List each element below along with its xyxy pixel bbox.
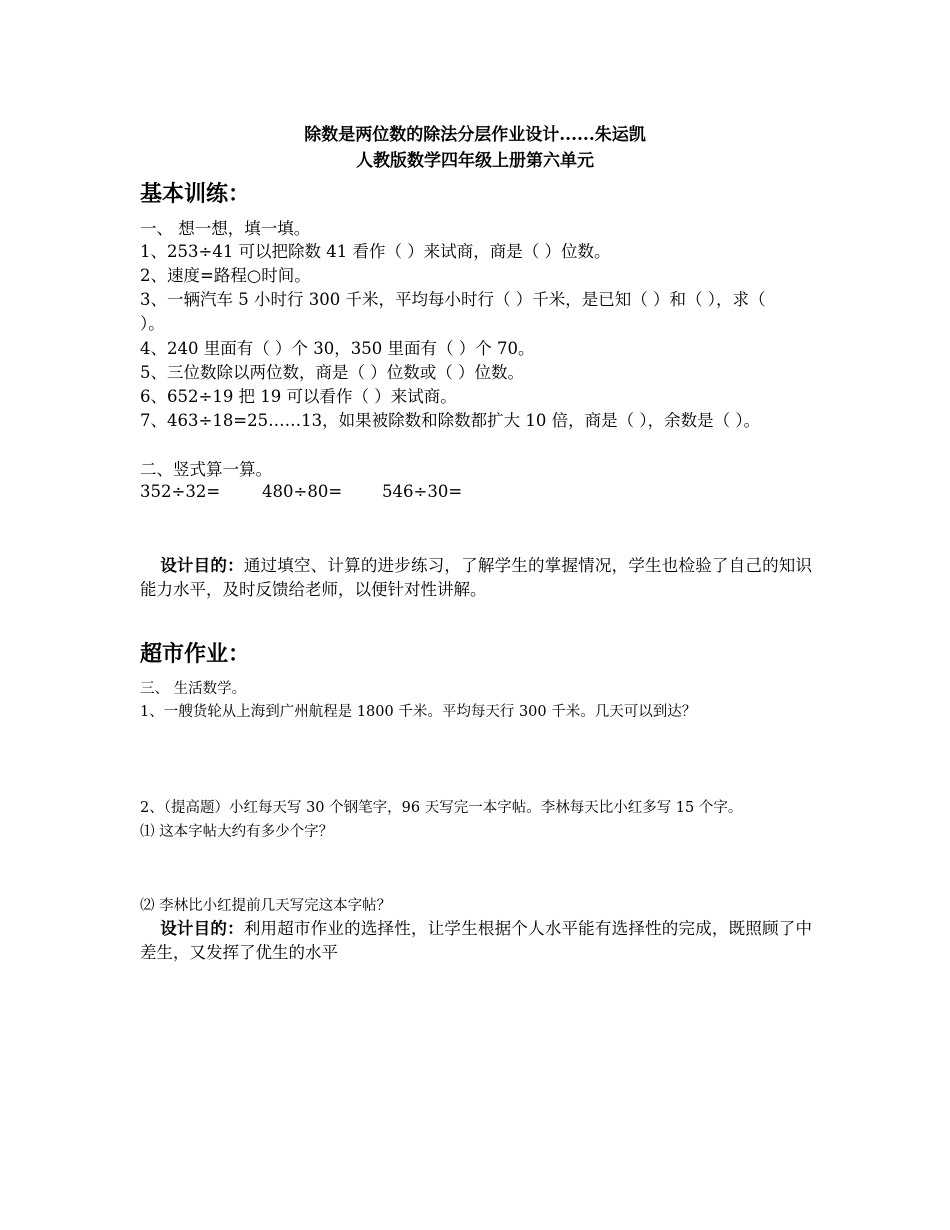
- super-purpose-text: 利用超市作业的选择性，让学生根据个人水平能有选择性的完成，既照顾了中差生，又发挥了优生的水平: [140, 919, 813, 962]
- question-2-part-2: ⑵ 李林比小红提前几天写完这本字帖？: [140, 898, 392, 914]
- calc-item-3: 546÷30=: [382, 482, 463, 501]
- fill-item-4: 4、240 里面有（ ）个 30，350 里面有（ ）个 70。: [140, 339, 535, 358]
- calc-item-2: 480÷80=: [262, 482, 343, 501]
- basic-purpose-label: 设计目的：: [160, 556, 244, 575]
- super-purpose-label: 设计目的：: [160, 919, 244, 938]
- fill-item-7: 7、463÷18=25……13，如果被除数和除数都扩大 10 倍，商是（ ），余数是（ ）。: [140, 411, 761, 430]
- super-design-purpose: [140, 917, 812, 965]
- basic-training-heading: 基本训练：: [140, 182, 251, 207]
- fill-item-2: 2、速度=路程○时间。: [140, 266, 311, 285]
- question-2-part-1: ⑴ 这本字帖大约有多少个字？: [140, 824, 334, 840]
- fill-item-3: 3、一辆汽车 5 小时行 300 千米，平均每小时行（ ）千米，是已知（ ）和（ ），求（: [140, 290, 766, 309]
- basic-design-purpose: [140, 554, 812, 602]
- question-1: 1、一艘货轮从上海到广州航程是 1800 千米。平均每天行 300 千米。几天可以到达？: [140, 704, 697, 720]
- fill-item-5: 5、三位数除以两位数，商是（ ）位数或（ ）位数。: [140, 363, 524, 382]
- fill-item-1: 1、253÷41 可以把除数 41 看作（ ）来试商，商是（ ）位数。: [140, 242, 611, 261]
- section-1-title: 一、 想一想，填一填。: [140, 219, 311, 238]
- supermarket-homework-heading: 超市作业：: [140, 642, 251, 667]
- document-subtitle: 人教版数学四年级上册第六单元: [356, 151, 594, 171]
- fill-item-6: 6、652÷19 把 19 可以看作（ ）来试商。: [140, 387, 457, 406]
- calc-item-1: 352÷32=: [140, 482, 221, 501]
- section-2-title: 二、竖式算一算。: [140, 460, 272, 479]
- section-3-title: 三、 生活数学。: [140, 681, 247, 697]
- basic-purpose-text: 通过填空、计算的进步练习，了解学生的掌握情况，学生也检验了自己的知识能力水平，及时反馈给老师，以便针对性讲解。: [140, 556, 813, 599]
- question-2: 2、（提高题）小红每天写 30 个钢笔字，96 天写完一本字帖。李林每天比小红多写 15 个字。: [140, 800, 743, 816]
- document-title: 除数是两位数的除法分层作业设计......朱运凯: [304, 125, 646, 145]
- fill-item-3-continued: ）。: [140, 314, 165, 333]
